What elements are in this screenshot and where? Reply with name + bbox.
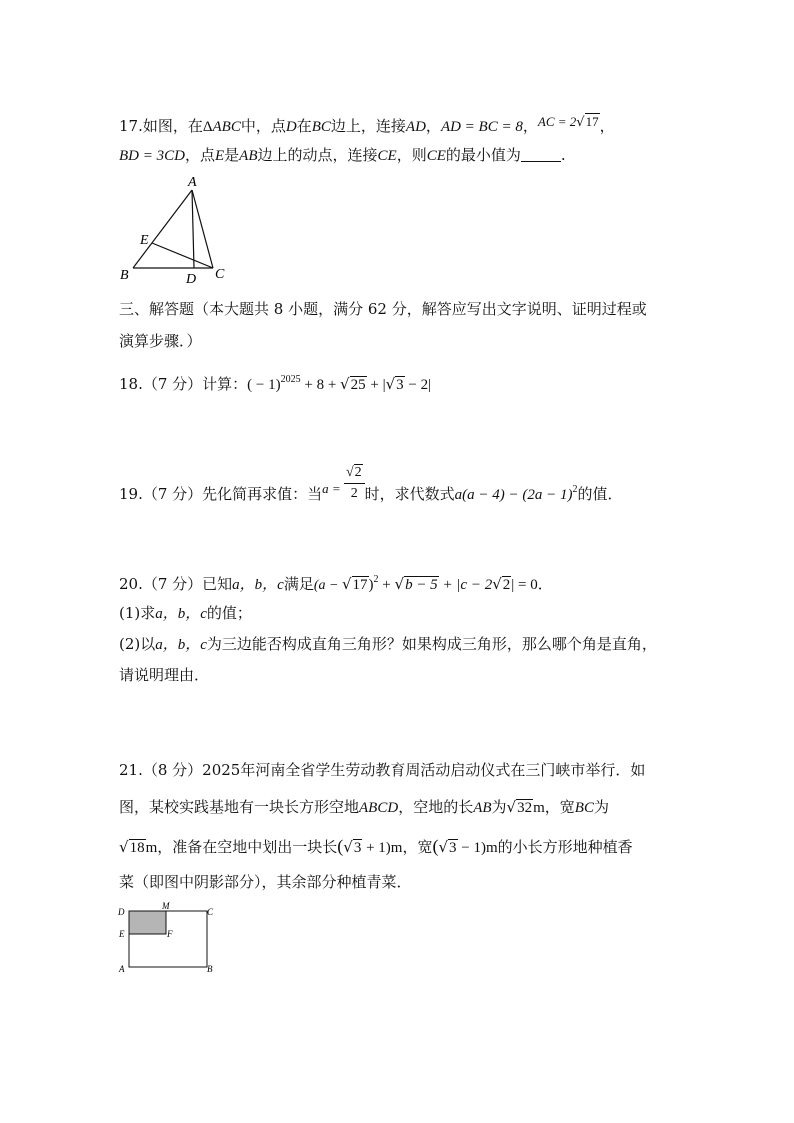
eq-ad-bc: AD = BC = 8: [440, 119, 523, 135]
radicand-18: 18: [129, 840, 145, 856]
q21-line1: 21.（8 分）2025年河南全省学生劳动教育周活动启动仪式在三门峡市举行．如: [119, 761, 646, 779]
q20-expr: + |c − 2: [438, 577, 493, 593]
unit-m: m: [533, 800, 545, 816]
q20-expr: +: [378, 577, 395, 593]
fraction-numerator: √2: [344, 463, 365, 484]
q18-expr: ( − 1): [247, 377, 281, 393]
q17-text: ，: [522, 117, 538, 135]
q18-expr: + |: [366, 377, 386, 393]
sqrt-sign: √: [341, 575, 352, 593]
q19-expr: a(a − 4) − (2a − 1): [454, 487, 573, 503]
answer-blank: [521, 147, 561, 162]
q21-line3: [119, 836, 633, 858]
label-e: E: [119, 929, 125, 939]
eq-bd: BD = 3CD: [119, 148, 185, 164]
q20-vars: a，b，c: [155, 606, 207, 622]
q21-width-expr: − 1)m: [457, 840, 498, 856]
var-ce: CE: [377, 148, 397, 164]
unit-m: m: [145, 840, 158, 856]
var-bc: BC: [311, 119, 331, 135]
q17-text: .: [560, 146, 566, 164]
q17-text: 边上的动点，连接: [257, 146, 378, 164]
sqrt-sign: √: [492, 575, 502, 593]
label-a: A: [188, 175, 197, 190]
q21-line4: 菜（即图中阴影部分），其余部分种植青菜．: [119, 873, 412, 891]
radicand-3: 3: [353, 840, 362, 856]
q20-text: (1)求: [119, 604, 156, 622]
q17-text: ，: [599, 117, 615, 135]
shaded-region: [129, 911, 166, 934]
q19: [119, 463, 623, 505]
fraction-sqrt2-over-2: [344, 463, 365, 504]
q20-vars: a，b，c: [232, 577, 284, 593]
q21-text: ，准备在空地中划出一块长: [157, 838, 338, 856]
q17-text: 是: [224, 146, 240, 164]
q20-expr: | = 0: [511, 577, 538, 593]
q21-text: 为: [491, 798, 507, 816]
q18-label: 18.（7 分）计算：: [119, 375, 248, 393]
q21-text: 图，某校实践基地有一块长方形空地: [119, 798, 360, 816]
q17-text: ，则: [396, 146, 427, 164]
label-d: D: [186, 272, 197, 287]
label-e: E: [140, 233, 149, 248]
var-abc: ABC: [212, 119, 241, 135]
var-abcd: ABCD: [359, 800, 399, 816]
q21-paren: (: [337, 836, 344, 856]
radicand-b-minus-5: b − 5: [405, 577, 438, 593]
q21-text: 的小长方形地种植香: [497, 838, 633, 856]
sqrt-sign: √: [340, 375, 350, 393]
sqrt-sign: √: [385, 375, 396, 393]
q18-expr: − 2|: [404, 377, 432, 393]
radicand-2: 2: [354, 465, 362, 480]
q19-text: 时，求代数式: [364, 485, 455, 503]
var-d: D: [285, 119, 297, 135]
q17-text: ，: [425, 117, 441, 135]
var-ce: CE: [426, 148, 446, 164]
q19-a-eq: a =: [322, 481, 344, 496]
q21-text: 为: [593, 798, 609, 816]
q17-triangle-figure: [112, 172, 242, 287]
radicand-3: 3: [396, 377, 404, 393]
q17-text: 在: [296, 117, 312, 135]
sqrt-sign: √: [343, 838, 353, 856]
q21-text: ，宽: [544, 798, 575, 816]
q20-text: 为三边能否构成直角三角形？如果构成三角形，那么哪个角是直角，: [206, 635, 657, 653]
sqrt-sign: √: [506, 798, 517, 816]
q21-rectangle-figure: [116, 902, 224, 978]
q21-line2: [119, 797, 609, 818]
q20-text: (2)以: [119, 635, 156, 653]
q21-text: ，空地的长: [398, 798, 474, 816]
label-f: F: [167, 929, 173, 939]
q19-exponent: 2: [572, 484, 578, 495]
var-ab: AB: [239, 148, 258, 164]
var-bc: BC: [574, 800, 594, 816]
q21-paren: (: [432, 836, 439, 856]
q20-part1: [119, 603, 252, 624]
eq-ac: AC = 2: [537, 114, 577, 129]
q20-text: ．: [537, 575, 553, 593]
var-ab: AB: [473, 800, 492, 816]
var-e: E: [214, 148, 225, 164]
q19-text: 的值．: [577, 485, 623, 503]
label-d: D: [118, 907, 125, 917]
radicand-32: 32: [517, 800, 533, 816]
radicand-25: 25: [350, 377, 366, 393]
q17-text: 中，点: [240, 117, 286, 135]
q20-exponent: 2: [373, 574, 379, 585]
fraction-denominator: 2: [350, 486, 358, 501]
q20-label: 20.（7 分）已知: [119, 575, 233, 593]
sqrt-sign: √: [394, 575, 405, 593]
radicand-2: 2: [502, 577, 511, 593]
sqrt-sign: √: [576, 115, 585, 130]
q20-part2-cont: 请说明理由．: [119, 666, 210, 684]
var-ad: AD: [405, 119, 426, 135]
q17-text: ，点: [184, 146, 215, 164]
radicand-3: 3: [449, 840, 457, 856]
label-m: M: [162, 902, 170, 911]
label-b: B: [207, 964, 213, 974]
section3-heading-cont: 演算步骤．）: [119, 332, 202, 350]
sqrt-sign: √: [438, 838, 449, 856]
sqrt-sign: √: [119, 838, 129, 856]
q20-expr: (a −: [313, 578, 342, 593]
q17-text: 边上，连接: [330, 117, 406, 135]
q20: [119, 570, 553, 596]
q17-line1: [119, 112, 615, 137]
q20-text: 的值；: [206, 604, 252, 622]
q19-label: 19.（7 分）先化简再求值：当: [119, 485, 323, 503]
q21-text: ，宽: [402, 838, 433, 856]
triangle-symbol: Δ: [202, 119, 213, 135]
q17-text: 的最小值为: [445, 146, 521, 164]
q20-text: 满足: [283, 575, 314, 593]
label-c: C: [207, 907, 214, 917]
q18: [119, 370, 431, 395]
label-b: B: [120, 268, 129, 283]
q20-expr: ): [368, 577, 374, 593]
q18-exponent: 2025: [280, 374, 301, 385]
q20-vars: a，b，c: [155, 637, 207, 653]
q21-length-expr: + 1)m: [362, 840, 403, 856]
radicand-17: 17: [352, 577, 368, 593]
label-c: C: [215, 267, 225, 282]
q20-part2: [119, 634, 657, 655]
section3-heading: 三、解答题（本大题共 8 小题，满分 62 分，解答应写出文字说明、证明过程或: [119, 300, 647, 318]
label-a: A: [119, 964, 125, 974]
q17-line2: [119, 145, 566, 166]
radicand-17: 17: [585, 114, 599, 129]
q17-text: 17.如图，在: [119, 117, 203, 135]
q18-expr: + 8 +: [300, 377, 341, 393]
